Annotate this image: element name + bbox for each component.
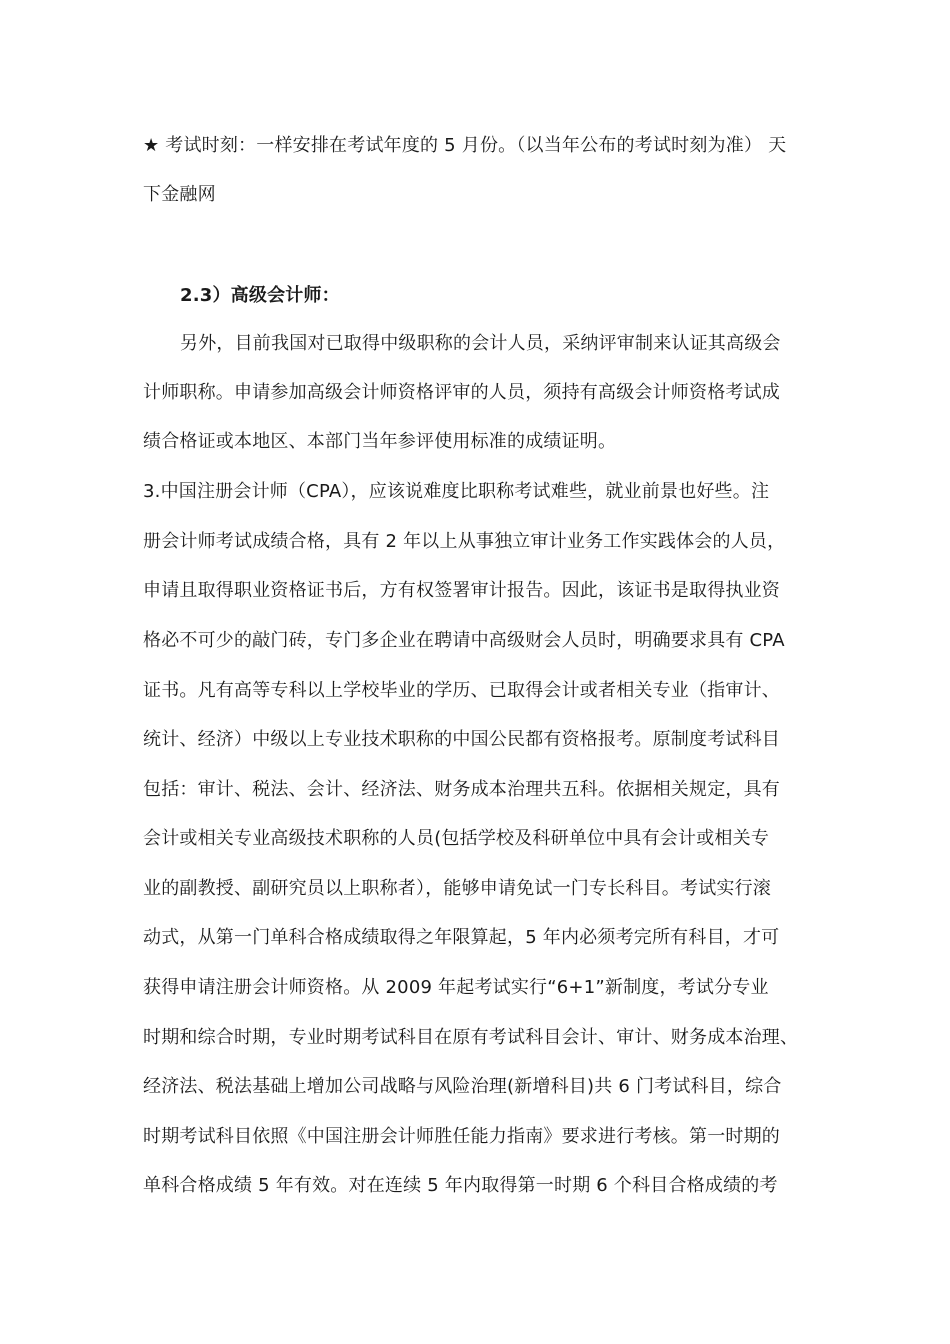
- body-text-line: 获得申请注册会计师资格。从 2009 年起考试实行“6+1”新制度，考试分专业: [143, 977, 769, 998]
- body-text-line: 统计、经济）中级以上专业技术职称的中国公民都有资格报考。原制度考试科目: [143, 729, 780, 750]
- body-text-line: 时期和综合时期，专业时期考试科目在原有考试科目会计、审计、财务成本治理、: [143, 1027, 799, 1048]
- body-text-line: 下金融网: [143, 184, 216, 205]
- body-text-line: 经济法、税法基础上增加公司战略与风险治理(新增科目)共 6 门考试科目，综合: [143, 1076, 782, 1097]
- body-text-line: 业的副教授、副研究员以上职称者），能够申请免试一门专长科目。考试实行滚: [143, 878, 771, 899]
- body-text-line: 时期考试科目依照《中国注册会计师胜任能力指南》要求进行考核。第一时期的: [143, 1126, 780, 1147]
- body-text-line: 会计或相关专业高级技术职称的人员(包括学校及科研单位中具有会计或相关专: [143, 828, 770, 849]
- body-text-line: 另外，目前我国对已取得中级职称的会计人员，采纳评审制来认证其高级会: [180, 333, 781, 354]
- body-text-line: 绩合格证或本地区、本部门当年参评使用标准的成绩证明。: [143, 431, 617, 452]
- body-text-line: 申请且取得职业资格证书后，方有权签署审计报告。因此，该证书是取得执业资: [143, 580, 780, 601]
- body-text-line: 计师职称。申请参加高级会计师资格评审的人员，须持有高级会计师资格考试成: [143, 382, 780, 403]
- body-text-line: 3.中国注册会计师（CPA），应该说难度比职称考试难些，就业前景也好些。注: [143, 481, 770, 502]
- body-text-line: 证书。凡有高等专科以上学校毕业的学历、已取得会计或者相关专业（指审计、: [143, 680, 780, 701]
- body-text-line: 单科合格成绩 5 年有效。对在连续 5 年内取得第一时期 6 个科目合格成绩的考: [143, 1175, 778, 1196]
- section-heading: 2.3）高级会计师：: [180, 285, 340, 306]
- body-text-line: 包括：审计、税法、会计、经济法、财务成本治理共五科。依据相关规定，具有: [143, 779, 780, 800]
- body-text-line: ★ 考试时刻：一样安排在考试年度的 5 月份。（以当年公布的考试时刻为准） 天: [143, 135, 787, 156]
- body-text-line: 动式，从第一门单科合格成绩取得之年限算起，5 年内必须考完所有科目，才可: [143, 927, 780, 948]
- body-text-line: 格必不可少的敲门砖，专门多企业在聘请中高级财会人员时，明确要求具有 CPA: [143, 630, 785, 651]
- body-text-line: 册会计师考试成绩合格，具有 2 年以上从事独立审计业务工作实践体会的人员，: [143, 531, 786, 552]
